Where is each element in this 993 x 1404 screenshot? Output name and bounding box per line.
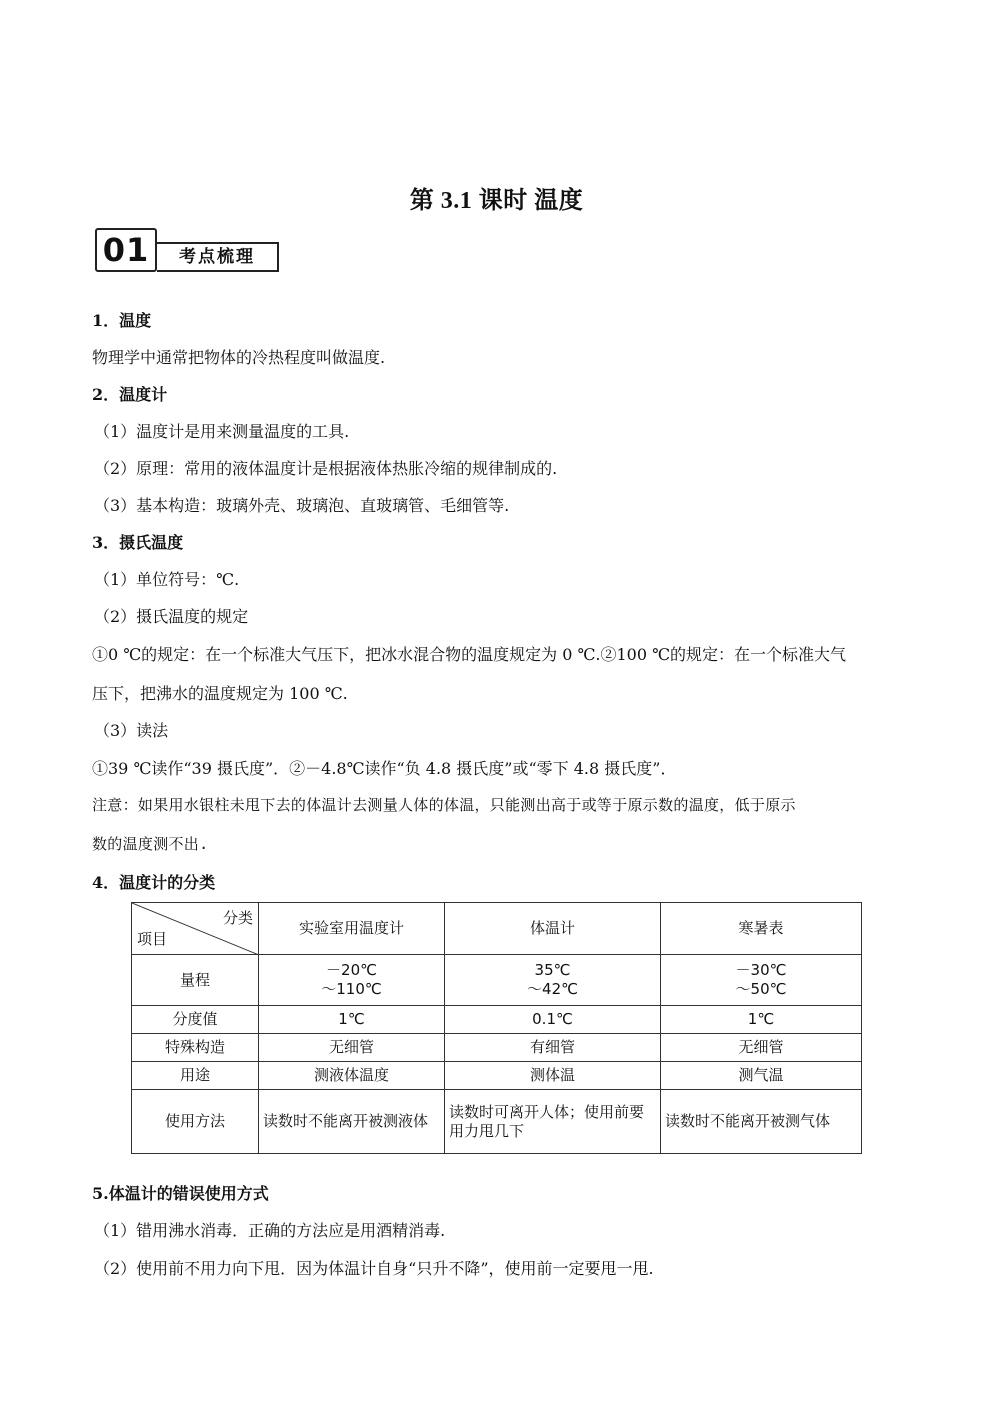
thermometer-item: （2）原理：常用的液体温度计是根据液体热胀冷缩的规律制成的.	[94, 459, 558, 478]
table-cell: 无细管	[661, 1034, 862, 1062]
reading-text: ①39 ℃读作“39 摄氏度”．②－4.8℃读作“负 4.8 摄氏度”或“零下 4.8 摄氏度”．	[92, 759, 677, 778]
row-label: 特殊构造	[132, 1034, 259, 1062]
misuse-item: （2）使用前不用力向下甩．因为体温计自身“只升不降”，使用前一定要甩一甩.	[94, 1259, 654, 1278]
row-label: 分度值	[132, 1006, 259, 1034]
reading-title: （3）读法	[94, 721, 169, 740]
range-max: ～42℃	[527, 980, 578, 998]
table-cell	[661, 955, 862, 1006]
table-cell: 读数时不能离开被测液体	[259, 1090, 445, 1154]
table-row	[132, 1006, 862, 1034]
note-text: 注意：如果用水银柱未甩下去的体温计去测量人体的体温，只能测出高于或等于原示数的温度，低于原示	[92, 796, 796, 814]
range-min: 35℃	[534, 961, 571, 979]
temperature-definition: 物理学中通常把物体的冷热程度叫做温度.	[92, 348, 386, 367]
table-cell: 无细管	[259, 1034, 445, 1062]
thermometer-item: （1）温度计是用来测量温度的工具.	[94, 422, 350, 441]
table-cell: 测气温	[661, 1062, 862, 1090]
table-cell	[445, 955, 661, 1006]
table-row	[132, 1034, 862, 1062]
table-cell: 有细管	[445, 1034, 661, 1062]
note-text: 数的温度测不出.	[92, 835, 209, 853]
heading-celsius: 3．摄氏温度	[92, 533, 184, 552]
page-title: 第 3.1 课时 温度	[409, 188, 584, 214]
row-label: 量程	[132, 955, 259, 1006]
row-label: 使用方法	[132, 1090, 259, 1154]
table-cell: 1℃	[259, 1006, 445, 1034]
table-row	[132, 1090, 862, 1154]
range-min: －30℃	[735, 961, 787, 979]
heading-classification: 4．温度计的分类	[92, 873, 216, 892]
table-cell: 0.1℃	[445, 1006, 661, 1034]
table-header-row	[132, 903, 862, 955]
heading-thermometer: 2．温度计	[92, 385, 168, 404]
corner-top-label: 分类	[222, 909, 253, 927]
thermometer-item: （3）基本构造：玻璃外壳、玻璃泡、直玻璃管、毛细管等.	[94, 496, 510, 515]
table-cell: 读数时可离开人体；使用前要用力甩几下	[445, 1090, 661, 1154]
celsius-rule-text: ①0 ℃的规定：在一个标准大气压下，把冰水混合物的温度规定为 0 ℃.②100 ℃的规定：在一个标准大气	[92, 645, 847, 664]
table-corner-cell	[132, 903, 259, 955]
table-row	[132, 1062, 862, 1090]
range-max: ～110℃	[321, 980, 382, 998]
table-cell: 测液体温度	[259, 1062, 445, 1090]
table-cell: 读数时不能离开被测气体	[661, 1090, 862, 1154]
table-row	[132, 955, 862, 1006]
range-min: －20℃	[326, 961, 377, 979]
thermometer-classification-table	[131, 902, 862, 1154]
celsius-rule-title: （2）摄氏温度的规定	[94, 607, 249, 626]
column-header: 实验室用温度计	[259, 903, 445, 955]
heading-temperature: 1．温度	[92, 311, 152, 330]
table-cell: 1℃	[661, 1006, 862, 1034]
table-cell: 测体温	[445, 1062, 661, 1090]
range-max: ～50℃	[735, 980, 787, 998]
heading-misuse: 5.体温计的错误使用方式	[92, 1184, 269, 1203]
column-header: 寒暑表	[661, 903, 862, 955]
misuse-item: （1）错用沸水消毒．正确的方法应是用酒精消毒.	[94, 1221, 446, 1240]
column-header: 体温计	[445, 903, 661, 955]
celsius-rule-text: 压下，把沸水的温度规定为 100 ℃.	[92, 684, 348, 703]
table-cell	[259, 955, 445, 1006]
section-label: 考点梳理	[157, 242, 279, 272]
celsius-unit: （1）单位符号：℃.	[94, 570, 240, 589]
row-label: 用途	[132, 1062, 259, 1090]
corner-bottom-label: 项目	[137, 930, 168, 948]
section-number: 01	[95, 228, 157, 272]
